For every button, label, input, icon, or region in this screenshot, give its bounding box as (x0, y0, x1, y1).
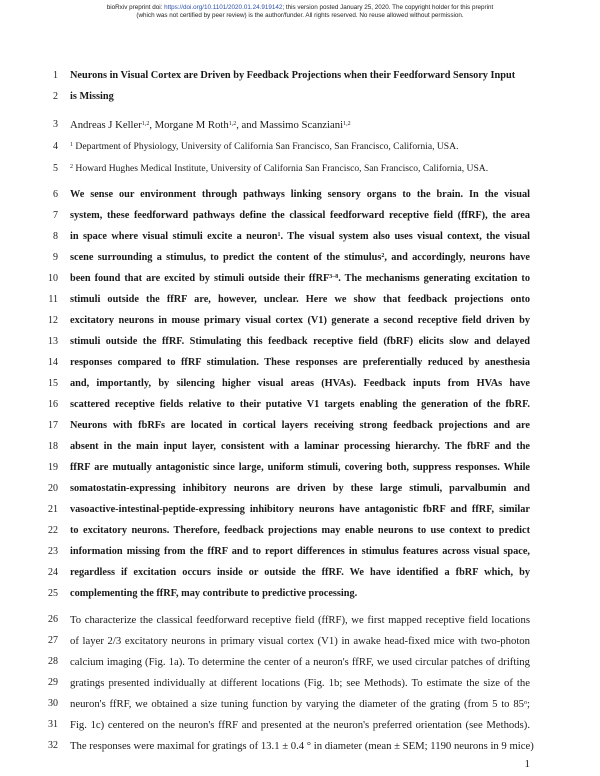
abstract-line: scattered receptive fields relative to their putative V1 targets enabling the generation of the fbRF. (70, 399, 530, 410)
abstract-line: absent in the main input layer, consistent with a laminar processing hierarchy. The fbRF and the (70, 441, 530, 452)
body-line: neuron's ffRF, we obtained a size tuning function by varying the diameter of the grating (from 5 to 85$^o$; (70, 698, 530, 710)
line-number: 16 (48, 399, 58, 410)
abstract-line: regardless if excitation occurs inside or outside the ffRF. We have identified a fbRF which, by (70, 567, 530, 578)
line-number: 11 (48, 294, 58, 305)
affiliation-sup: 1,2 (141, 121, 150, 127)
abstract-line: excitatory neurons in mouse primary visual cortex (V1) generate a second receptive field driven by (70, 315, 530, 326)
line-number: 28 (48, 656, 58, 667)
line-number: 4 (53, 141, 58, 152)
abstract-line: been found that are excited by stimuli outside their ffRF$^{3-8}$. The mechanisms generating excitation to (70, 273, 530, 284)
abstract-line: Neurons with fbRFs are located in cortical layers receiving strong feedback projections and are (70, 420, 530, 431)
abstract-line: somatostatin-expressing inhibitory neurons are driven by these large stimuli, parvalbumin and (70, 483, 530, 494)
abstract-line: and, importantly, by silencing higher visual areas (HVAs). Feedback inputs from HVAs have (70, 378, 530, 389)
citation-sup: 1 (277, 232, 281, 238)
abstract-line: stimuli outside the ffRF are, however, unclear. Here we show that feedback projections onto (70, 294, 530, 305)
line-number: 10 (48, 273, 58, 284)
line-number: 1 (53, 70, 58, 81)
author-name: , Morgane M Roth (149, 119, 229, 131)
line-number: 9 (53, 252, 58, 263)
abstract-line: We sense our environment through pathways linking sensory organs to the brain. In the visual (70, 189, 530, 200)
line-number: 6 (53, 189, 58, 200)
affiliation-sup: 1,2 (343, 121, 351, 127)
line-number: 7 (53, 210, 58, 221)
citation-sup: 3–8 (329, 274, 339, 280)
affiliation-2: $^2$ Howard Hughes Medical Institute, University of California San Francisco, San Francisco, California, USA. (70, 163, 489, 174)
abstract-line: complementing the ffRF, may contribute to predictive processing. (70, 588, 358, 599)
doi-link[interactable]: https://doi.org/10.1101/2020.01.24.919142 (164, 4, 283, 11)
line-number: 18 (48, 441, 58, 452)
line-number: 31 (48, 719, 58, 730)
author-list (70, 119, 530, 131)
degree-sup: o (524, 700, 528, 706)
header-line-1: bioRxiv preprint doi: https://doi.org/10.1101/2020.01.24.919142; this version posted January 25, 2020. The copyright holder for this preprint (106, 4, 494, 11)
paper-title-line-2: is Missing (70, 91, 114, 102)
author-name: , and Massimo Scanziani (236, 119, 344, 131)
line-number: 22 (48, 525, 58, 536)
line-number: 19 (48, 462, 58, 473)
body-line: To characterize the classical feedforward receptive field (ffRF), we first mapped receptive field locations (70, 614, 530, 626)
line-number: 5 (53, 163, 58, 174)
line-number: 17 (48, 420, 58, 431)
line-number: 30 (48, 698, 58, 709)
body-line: gratings presented individually at different locations (Fig. 1b; see Methods). To estimate the size of the (70, 677, 530, 689)
citation-sup: 2 (381, 253, 385, 259)
body-line: The responses were maximal for gratings of 13.1 ± 0.4 ° in diameter (mean ± SEM; 1190 neurons in 9 mice) (70, 740, 534, 752)
line-number: 8 (53, 231, 58, 242)
line-number: 23 (48, 546, 58, 557)
abstract-line: ffRF are mutually antagonistic since large, uniform stimuli, covering both, suppress responses. While (70, 462, 530, 473)
line-number: 3 (53, 119, 58, 130)
affiliation-sup: 1,2 (228, 121, 237, 127)
line-number: 12 (48, 315, 58, 326)
abstract-line: system, these feedforward pathways define the classical feedforward receptive field (ffRF), the area (70, 210, 530, 221)
line-number: 13 (48, 336, 58, 347)
line-number: 27 (48, 635, 58, 646)
line-number: 20 (48, 483, 58, 494)
preprint-header (0, 4, 600, 20)
abstract-line: in space where visual stimuli excite a neuron$^1$. The visual system also uses visual context, the visual (70, 231, 530, 242)
line-number: 15 (48, 378, 58, 389)
line-number: 29 (48, 677, 58, 688)
header-line-2: (which was not certified by peer review) is the author/funder. All rights reserved. No reuse allowed without permission. (136, 12, 464, 19)
line-number: 21 (48, 504, 58, 515)
affiliation-1: $^1$ Department of Physiology, University of California San Francisco, San Francisco, California, USA. (70, 141, 459, 152)
body-line: of layer 2/3 excitatory neurons in primary visual cortex (V1) in awake head-fixed mice with two-photon (70, 635, 530, 647)
line-number: 2 (53, 91, 58, 102)
body-line: calcium imaging (Fig. 1a). To determine the center of a neuron's ffRF, we used circular patches of drifting (70, 656, 530, 668)
line-number: 14 (48, 357, 58, 368)
line-number: 26 (48, 614, 58, 625)
abstract-line: to excitatory neurons. Therefore, feedback projections may enable neurons to use context to predict (70, 525, 530, 536)
line-number: 25 (48, 588, 58, 599)
abstract-line: information missing from the ffRF and to report differences in stimulus features across visual space, (70, 546, 530, 557)
abstract-line: scene surrounding a stimulus, to predict the content of the stimulus$^2$, and accordingly, neurons have (70, 252, 530, 263)
abstract-line: responses compared to ffRF stimulation. These responses are preferentially reduced by anesthesia (70, 357, 530, 368)
abstract-line: stimuli outside the ffRF. Stimulating this feedback receptive field (fbRF) elicits slow and delayed (70, 336, 530, 347)
line-number: 24 (48, 567, 58, 578)
author-name: Andreas J Keller (70, 119, 142, 131)
line-number: 32 (48, 740, 58, 751)
page-number: 1 (524, 758, 530, 770)
paper-title-line-1: Neurons in Visual Cortex are Driven by Feedback Projections when their Feedforward Sensory Input (70, 70, 516, 81)
body-line: Fig. 1c) centered on the neuron's ffRF and presented at the neuron's preferred orientation (see Methods). (70, 719, 530, 731)
abstract-line: vasoactive-intestinal-peptide-expressing inhibitory neurons have antagonistic fbRF and ffRF, similar (70, 504, 530, 515)
